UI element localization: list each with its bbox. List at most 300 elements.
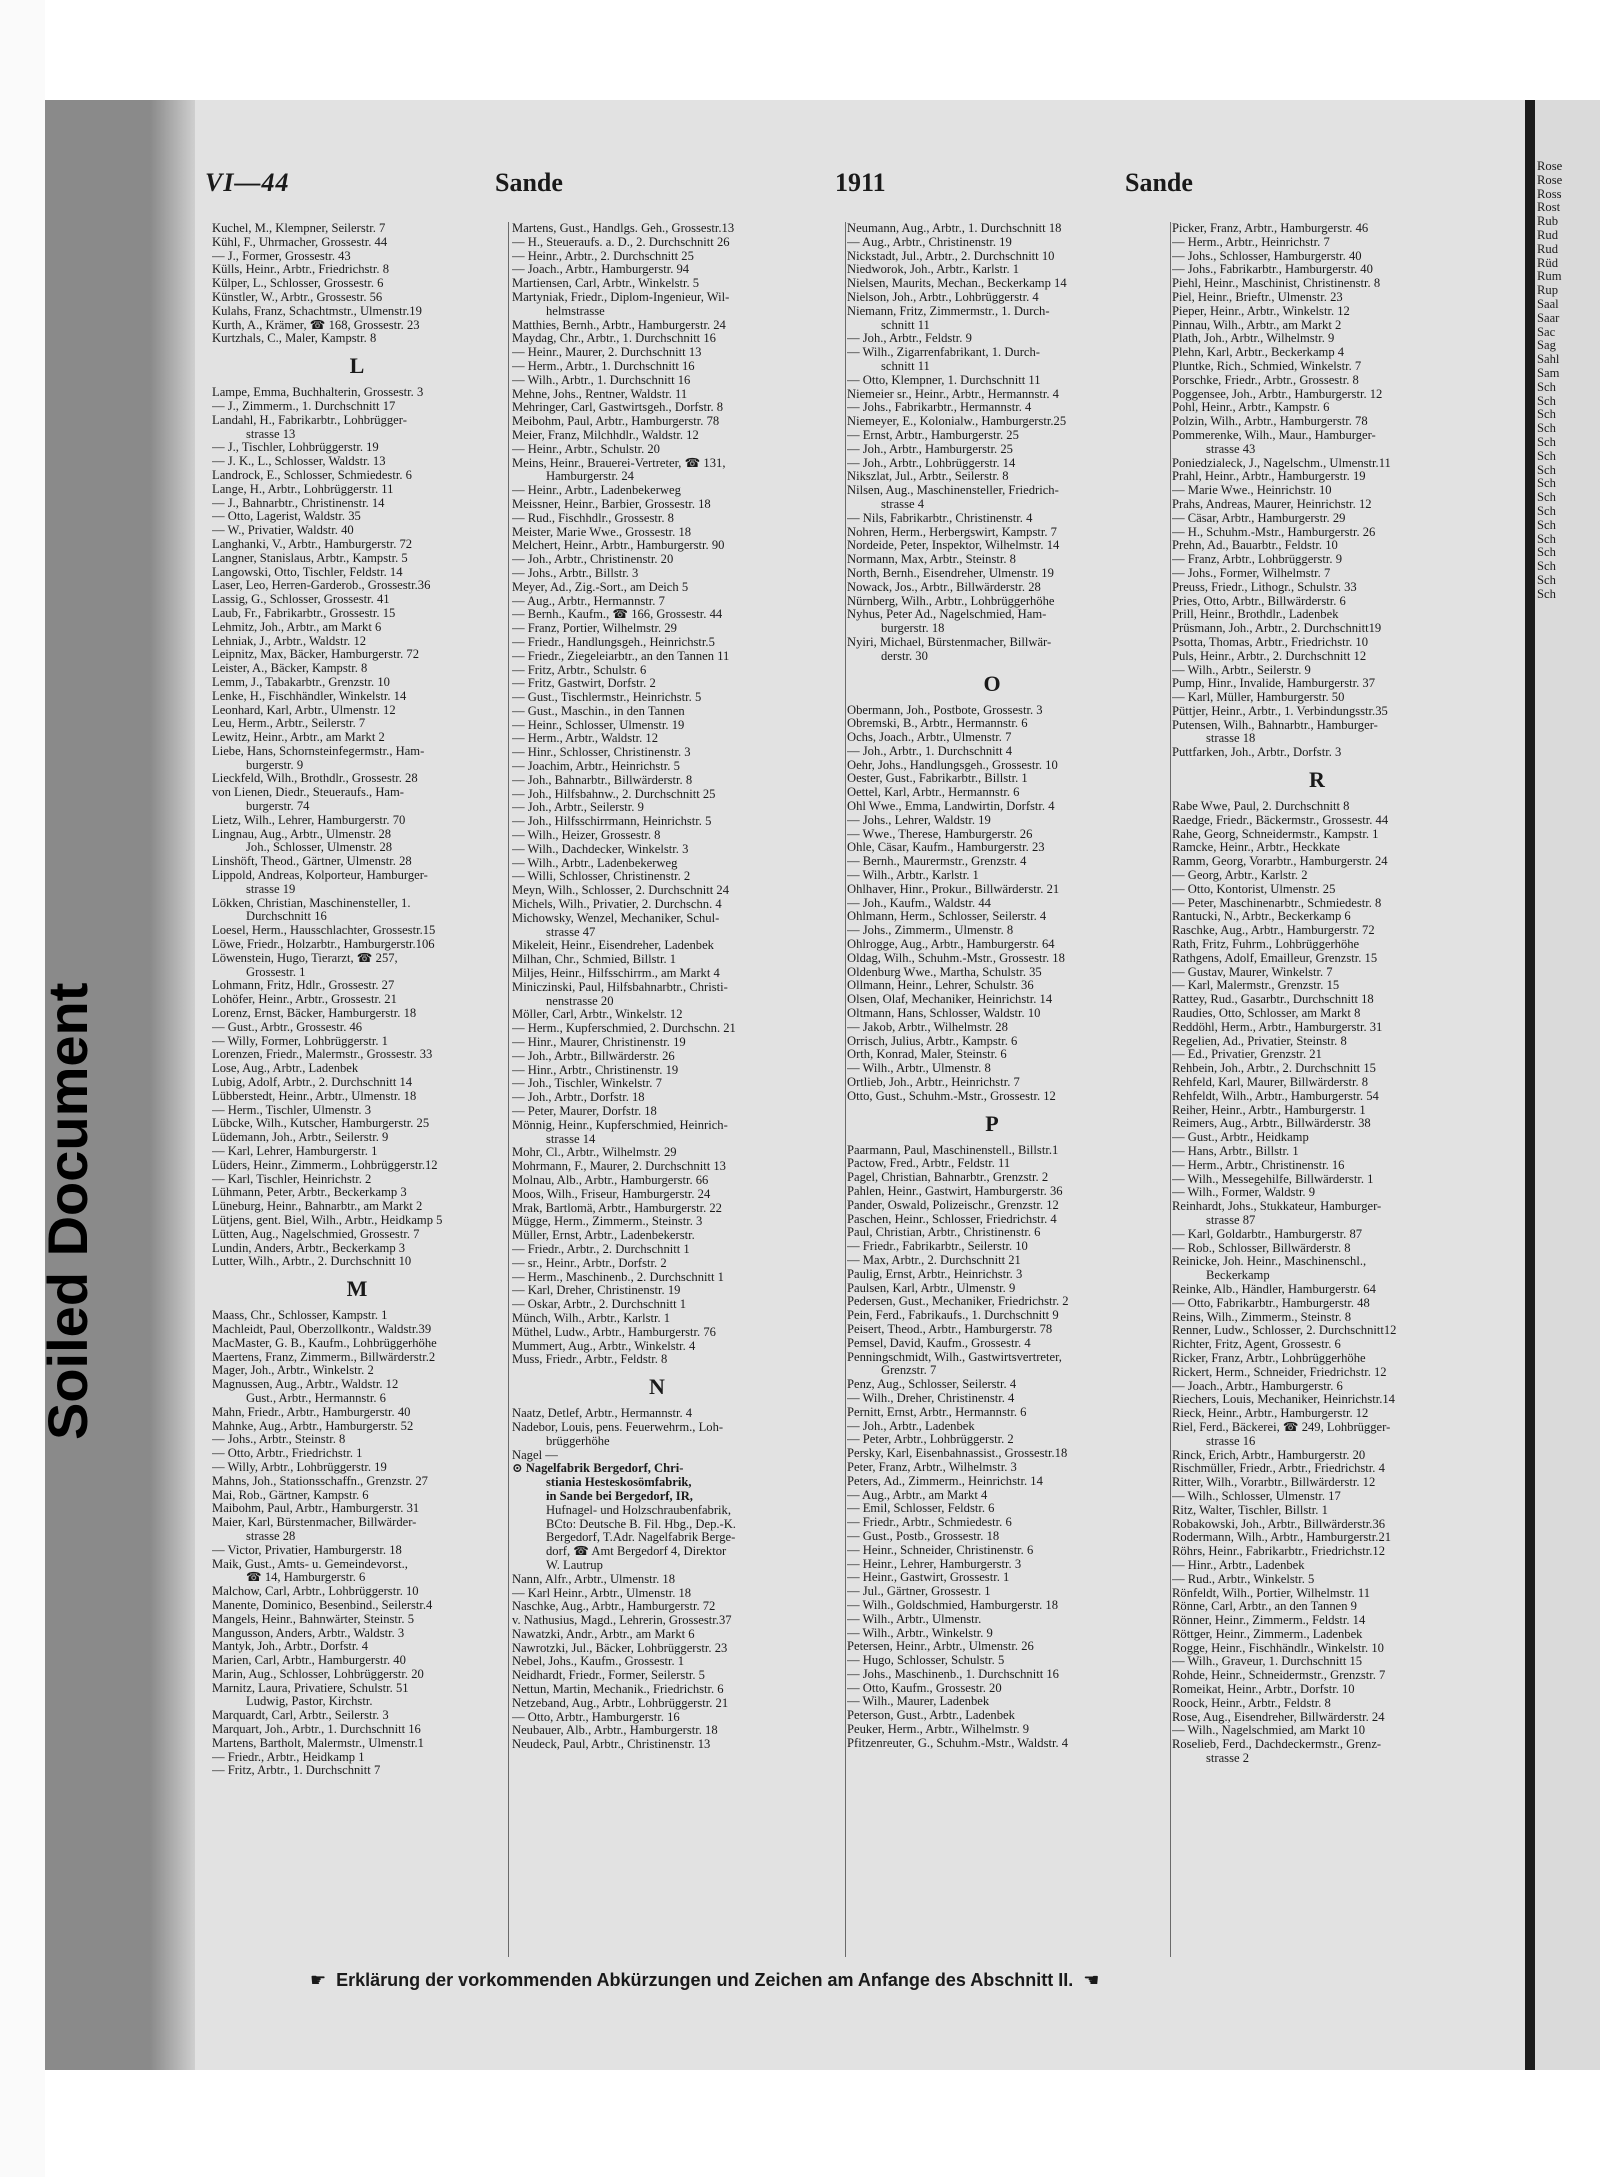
directory-entry: v. Nathusius, Magd., Lehrerin, Grossestr.37 <box>512 1613 732 1628</box>
directory-entry: Martyniak, Friedr., Diplom-Ingenieur, Wil- <box>512 289 730 304</box>
directory-entry: Peters, Ad., Zimmerm., Heinrichstr. 14 <box>847 1473 1043 1488</box>
directory-entry: Künstler, W., Arbtr., Grossestr. 56 <box>212 289 383 304</box>
directory-entry: Ohlmann, Herm., Schlosser, Seilerstr. 4 <box>847 909 1047 924</box>
page-header <box>205 168 1205 208</box>
directory-entry: Lütten, Aug., Nagelschmied, Grossestr. 7 <box>212 1226 420 1241</box>
directory-entry: — Hinr., Schlosser, Christinenstr. 3 <box>512 745 691 760</box>
adjacent-page-text: Saal <box>1537 296 1559 311</box>
directory-entry-continuation: Gust., Arbtr., Hermannstr. 6 <box>246 1390 386 1405</box>
directory-entry: Pommerenke, Wilh., Maur., Hamburger- <box>1172 427 1376 442</box>
directory-entry: Peuker, Herm., Arbtr., Wilhelmstr. 9 <box>847 1722 1030 1737</box>
directory-entry: — Wilh., Maurer, Ladenbek <box>847 1694 990 1709</box>
directory-entry: Kulahs, Franz, Schachtmstr., Ulmenstr.19 <box>212 303 422 318</box>
directory-entry-continuation: burgerstr. 74 <box>246 799 310 814</box>
directory-entry: Maik, Gust., Amts- u. Gemeindevorst., <box>212 1556 408 1571</box>
directory-entry: Oltmann, Hans, Schlosser, Waldstr. 10 <box>847 1006 1041 1021</box>
directory-entry: Michels, Wilh., Privatier, 2. Durchschn. 4 <box>512 897 722 912</box>
directory-entry: Landrock, E., Schlosser, Schmiedestr. 6 <box>212 467 412 482</box>
directory-entry: — J., Bahnarbtr., Christinenstr. 14 <box>212 495 385 510</box>
directory-entry: Rehbein, Joh., Arbtr., 2. Durchschnitt 15 <box>1172 1061 1376 1076</box>
directory-entry: Oldenburg Wwe., Martha, Schulstr. 35 <box>847 964 1042 979</box>
directory-entry: Lippold, Andreas, Kolporteur, Hamburger- <box>212 868 428 883</box>
adjacent-page-text: Sch <box>1537 490 1556 505</box>
directory-entry: Melchert, Heinr., Arbtr., Hamburgerstr. 90 <box>512 538 725 553</box>
directory-entry: Polzin, Wilh., Arbtr., Hamburgerstr. 78 <box>1172 414 1368 429</box>
directory-entry: Lassig, G., Schlosser, Grossestr. 41 <box>212 592 390 607</box>
directory-entry: Rischmüller, Friedr., Arbtr., Friedrichstr. 4 <box>1172 1461 1385 1476</box>
directory-entry: — Bernh., Kaufm., ☎ 166, Grossestr. 44 <box>512 607 723 622</box>
directory-entry: — Gustav, Maurer, Winkelstr. 7 <box>1172 964 1333 979</box>
directory-entry: Ochs, Joach., Arbtr., Ulmenstr. 7 <box>847 730 1012 745</box>
directory-entry: Lohmann, Fritz, Hdlr., Grossestr. 27 <box>212 978 395 993</box>
directory-entry: Orth, Konrad, Maler, Steinstr. 6 <box>847 1047 1007 1062</box>
directory-entry: Plath, Joh., Arbtr., Wilhelmstr. 9 <box>1172 331 1335 346</box>
directory-entry: Mummert, Aug., Arbtr., Winkelstr. 4 <box>512 1338 696 1353</box>
directory-entry: Mehringer, Carl, Gastwirtsgeh., Dorfstr. 8 <box>512 400 724 415</box>
directory-entry: — sr., Heinr., Arbtr., Dorfstr. 2 <box>512 1255 667 1270</box>
section-letter: P <box>985 1110 999 1136</box>
adjacent-page-text: Rud <box>1537 241 1558 256</box>
directory-entry: — Gust., Maschin., in den Tannen <box>512 703 685 718</box>
directory-entry: Lühmann, Peter, Arbtr., Beckerkamp 3 <box>212 1185 407 1200</box>
directory-entry: Landahl, H., Fabrikarbtr., Lohbrügger- <box>212 412 407 427</box>
directory-entry-continuation: BCto: Deutsche B. Fil. Hbg., Dep.-K. <box>546 1516 736 1531</box>
directory-entry: Rieck, Heinr., Arbtr., Hamburgerstr. 12 <box>1172 1406 1369 1421</box>
directory-entry-continuation: strasse 16 <box>1206 1433 1256 1448</box>
adjacent-page-text: Rose <box>1537 159 1563 173</box>
directory-entry: Lehniak, J., Arbtr., Waldstr. 12 <box>212 633 367 648</box>
directory-entry: Lenke, H., Fischhändler, Winkelstr. 14 <box>212 688 407 703</box>
adjacent-page-text: Saar <box>1537 310 1560 325</box>
adjacent-page-text: Sam <box>1537 365 1560 380</box>
directory-entry: — Joh., Kaufm., Waldstr. 44 <box>847 895 991 910</box>
footer-note: Erklärung der vorkommenden Abkürzungen und Zeichen am Anfange des Abschnitt II. <box>336 1970 1074 1990</box>
directory-entry: Neidhardt, Friedr., Former, Seilerstr. 5 <box>512 1668 705 1683</box>
directory-entry: — Heinr., Gastwirt, Grossestr. 1 <box>847 1570 1010 1585</box>
directory-entry: — Gust., Arbtr., Grossestr. 46 <box>212 1019 363 1034</box>
directory-entry: Mügge, Herm., Zimmerm., Steinstr. 3 <box>512 1214 703 1229</box>
directory-entry: — Otto, Arbtr., Friedrichstr. 1 <box>212 1446 363 1461</box>
directory-entry: North, Bernh., Eisendreher, Ulmenstr. 19 <box>847 565 1054 580</box>
directory-entry: Pernitt, Ernst, Arbtr., Hermannstr. 6 <box>847 1404 1027 1419</box>
directory-entry: Rose, Aug., Eisendreher, Billwärderstr. 24 <box>1172 1709 1385 1724</box>
adjacent-page-text: Sch <box>1537 421 1556 436</box>
scan-shadow-gradient <box>150 100 195 2070</box>
directory-entry: Orrisch, Julius, Arbtr., Kampstr. 6 <box>847 1033 1018 1048</box>
directory-entry: Rogge, Heinr., Fischhändlr., Winkelstr. 10 <box>1172 1640 1384 1655</box>
directory-entry: Meyer, Ad., Zig.-Sort., am Deich 5 <box>512 579 689 594</box>
directory-entry: Meins, Heinr., Brauerei-Vertreter, ☎ 131, <box>512 455 726 470</box>
directory-entry: Psotta, Thomas, Arbtr., Friedrichstr. 10 <box>1172 634 1369 649</box>
directory-entry: — Herm., Maschinenb., 2. Durchschnitt 1 <box>512 1269 724 1284</box>
directory-entry: Nohren, Herm., Herbergswirt, Kampstr. 7 <box>847 524 1057 539</box>
directory-entry: Möller, Carl, Arbtr., Winkelstr. 12 <box>512 1007 683 1022</box>
directory-entry: — Wilh., Dreher, Christinenstr. 4 <box>847 1390 1015 1405</box>
directory-entry: Külls, Heinr., Arbtr., Friedrichstr. 8 <box>212 262 389 277</box>
directory-entry-continuation: Beckerkamp <box>1206 1268 1270 1283</box>
directory-entry: Nyiri, Michael, Bürstenmacher, Billwär- <box>847 634 1052 649</box>
directory-entry: — Joach., Arbtr., Hamburgerstr. 94 <box>512 262 690 277</box>
directory-entry: Leipnitz, Max, Bäcker, Hamburgerstr. 72 <box>212 647 420 662</box>
directory-entry: — Fritz, Arbtr., 1. Durchschnitt 7 <box>212 1763 381 1778</box>
directory-entry: — Herm., Arbtr., Waldstr. 12 <box>512 731 659 746</box>
directory-entry: Lüneburg, Heinr., Bahnarbtr., am Markt 2 <box>212 1199 423 1214</box>
directory-column-4 <box>1172 222 1472 1957</box>
directory-entry: — Wilh., Arbtr., 1. Durchschnitt 16 <box>512 372 691 387</box>
directory-entry: — H., Schuhm.-Mstr., Hamburgerstr. 26 <box>1172 524 1376 539</box>
directory-entry: — Wilh., Arbtr., Ladenbekerweg <box>512 855 678 870</box>
directory-entry: — Herm., Arbtr., Heinrichstr. 7 <box>1172 234 1330 249</box>
directory-entry: Porschke, Friedr., Arbtr., Grossestr. 8 <box>1172 372 1359 387</box>
adjacent-page-text: Sch <box>1537 545 1556 560</box>
adjacent-page-text: Sag <box>1537 338 1556 353</box>
directory-entry: Martiensen, Carl, Arbtr., Winkelstr. 5 <box>512 276 700 291</box>
directory-entry: Puls, Heinr., Arbtr., 2. Durchschnitt 12 <box>1172 648 1367 663</box>
directory-entry: Niemeyer, E., Kolonialw., Hamburgerstr.25 <box>847 414 1067 429</box>
directory-entry: — Ernst, Arbtr., Hamburgerstr. 25 <box>847 427 1019 442</box>
directory-entry: Rattey, Rud., Gasarbtr., Durchschnitt 18 <box>1172 992 1374 1007</box>
directory-entry: — Heinr., Arbtr., 2. Durchschnitt 25 <box>512 248 694 263</box>
directory-entry: Mohr, Cl., Arbtr., Wilhelmstr. 29 <box>512 1145 677 1160</box>
directory-entry: Lose, Aug., Arbtr., Ladenbek <box>212 1061 359 1076</box>
directory-entry: — J., Tischler, Lohbrüggerstr. 19 <box>212 440 379 455</box>
directory-entry: — Peter, Maschinenarbtr., Schmiedestr. 8 <box>1172 895 1382 910</box>
directory-entry-continuation: Joh., Schlosser, Ulmenstr. 28 <box>246 840 393 855</box>
adjacent-page-fragment <box>1535 100 1600 2070</box>
directory-entry: Lökken, Christian, Maschinensteller, 1. <box>212 895 411 910</box>
directory-entry: Lubig, Adolf, Arbtr., 2. Durchschnitt 14 <box>212 1075 413 1090</box>
directory-entry: — Wilh., Schlosser, Ulmenstr. 17 <box>1172 1488 1341 1503</box>
directory-entry: — Joach., Arbtr., Hamburgerstr. 6 <box>1172 1378 1343 1393</box>
adjacent-page-text: Sch <box>1537 559 1556 574</box>
directory-entry: — Wilh., Nagelschmied, am Markt 10 <box>1172 1723 1366 1738</box>
directory-entry-continuation: strasse 28 <box>246 1528 296 1543</box>
directory-entry: — J., Former, Grossestr. 43 <box>212 248 351 263</box>
directory-entry: Reinhardt, Johs., Stukkateur, Hamburger- <box>1172 1199 1382 1214</box>
directory-entry-continuation: Grossestr. 1 <box>246 964 306 979</box>
directory-entry: Peterson, Gust., Arbtr., Ladenbek <box>847 1708 1015 1723</box>
directory-entry: — Herm., Tischler, Ulmenstr. 3 <box>212 1102 372 1117</box>
directory-entry: Mahnke, Aug., Arbtr., Hamburgerstr. 52 <box>212 1418 414 1433</box>
adjacent-page-text: Sch <box>1537 462 1556 477</box>
directory-entry: — Franz, Portier, Wilhelmstr. 29 <box>512 621 677 636</box>
directory-entry: — Heinr., Arbtr., Schulstr. 20 <box>512 441 660 456</box>
directory-entry: Müthel, Ludw., Arbtr., Hamburgerstr. 76 <box>512 1324 716 1339</box>
directory-entry: Röhrs, Heinr., Fabrikarbtr., Friedrichstr.12 <box>1172 1544 1386 1559</box>
directory-entry: Peisert, Theod., Arbtr., Hamburgerstr. 78 <box>847 1321 1053 1336</box>
directory-entry: — Wilh., Arbtr., Ulmenstr. 8 <box>847 1061 991 1076</box>
directory-entry: Nürnberg, Wilh., Arbtr., Lohbrüggerhöhe <box>847 593 1055 608</box>
directory-entry: Marquardt, Carl, Arbtr., Seilerstr. 3 <box>212 1708 389 1723</box>
directory-entry: Lütjens, gent. Biel, Wilh., Arbtr., Heidkamp 5 <box>212 1212 443 1227</box>
directory-entry: Pahlen, Heinr., Gastwirt, Hamburgerstr. 36 <box>847 1184 1063 1198</box>
directory-column-3 <box>847 222 1147 1957</box>
directory-entry: — J., Zimmerm., 1. Durchschnitt 17 <box>212 398 396 413</box>
directory-entry: Mager, Joh., Arbtr., Winkelstr. 2 <box>212 1363 374 1378</box>
directory-entry: Kühl, F., Uhrmacher, Grossestr. 44 <box>212 234 388 249</box>
directory-entry: — H., Steueraufs. a. D., 2. Durchschnitt 26 <box>512 234 730 249</box>
directory-entry: von Lienen, Diedr., Steueraufs., Ham- <box>212 785 404 800</box>
adjacent-page-text: Sch <box>1537 379 1556 394</box>
adjacent-page-text: Rüd <box>1537 255 1558 270</box>
directory-entry: — Karl, Dreher, Christinenstr. 19 <box>512 1283 681 1298</box>
directory-entry: — Friedr., Fabrikarbtr., Seilerstr. 10 <box>847 1239 1028 1254</box>
directory-entry: Prehn, Ad., Bauarbtr., Feldstr. 10 <box>1172 538 1338 553</box>
page-footer <box>300 1965 1360 1995</box>
directory-entry: — Heinr., Arbtr., Ladenbekerweg <box>512 483 681 498</box>
page-reference: VI—44 <box>205 168 290 197</box>
directory-entry: Lorenz, Ernst, Bäcker, Hamburgerstr. 18 <box>212 1006 417 1021</box>
directory-entry-continuation: schnitt 11 <box>881 317 930 332</box>
directory-entry: — Franz, Arbtr., Lohbrüggerstr. 9 <box>1172 552 1342 567</box>
adjacent-page-text: Sch <box>1537 531 1556 546</box>
directory-entry: Oester, Gust., Fabrikarbtr., Billstr. 1 <box>847 771 1028 786</box>
directory-entry: — Jul., Gärtner, Grossestr. 1 <box>847 1584 991 1599</box>
directory-entry: — Johs., Arbtr., Billstr. 3 <box>512 565 639 580</box>
directory-entry: Nowack, Jos., Arbtr., Billwärderstr. 28 <box>847 579 1041 594</box>
adjacent-page-text: Sch <box>1537 434 1556 449</box>
directory-entry: Paulig, Ernst, Arbtr., Heinrichstr. 3 <box>847 1266 1023 1281</box>
directory-entry: Nyhus, Peter Ad., Nagelschmied, Ham- <box>847 607 1047 622</box>
directory-entry: Rahe, Georg, Schneidermstr., Kampstr. 1 <box>1172 826 1379 841</box>
directory-entry: Riechers, Louis, Mechaniker, Heinrichstr.14 <box>1172 1392 1395 1407</box>
directory-entry: Poggensee, Joh., Arbtr., Hamburgerstr. 12 <box>1172 386 1383 401</box>
directory-entry: Lüders, Heinr., Zimmerm., Lohbrüggerstr.12 <box>212 1157 438 1172</box>
directory-entry: — Hinr., Arbtr., Ladenbek <box>1172 1557 1305 1572</box>
adjacent-page-text: Ross <box>1537 186 1562 201</box>
directory-entry: — Herm., Kupferschmied, 2. Durchschn. 21 <box>512 1021 736 1036</box>
directory-entry: Oettel, Karl, Arbtr., Hermannstr. 6 <box>847 785 1020 800</box>
directory-entry: — Joh., Arbtr., Feldstr. 9 <box>847 331 972 346</box>
directory-entry-continuation: strasse 4 <box>881 496 925 511</box>
directory-entry: Reimers, Aug., Arbtr., Billwärderstr. 38 <box>1172 1116 1371 1131</box>
directory-entry: Ramcke, Heinr., Arbtr., Heckkate <box>1172 840 1340 855</box>
directory-entry: Rathgens, Adolf, Emailleur, Grenzstr. 15 <box>1172 950 1378 965</box>
directory-entry: — Aug., Arbtr., Christinenstr. 19 <box>847 234 1012 249</box>
directory-entry: Obremski, B., Arbtr., Hermannstr. 6 <box>847 716 1028 731</box>
directory-entry: Olsen, Olaf, Mechaniker, Heinrichstr. 14 <box>847 992 1053 1007</box>
directory-entry: — Wilh., Arbtr., Ulmenstr. <box>847 1611 982 1626</box>
directory-entry: — Oskar, Arbtr., 2. Durchschnitt 1 <box>512 1297 687 1312</box>
directory-entry: Pander, Oswald, Polizeischr., Grenzstr. 12 <box>847 1197 1059 1212</box>
directory-entry: — Johs., Former, Wilhelmstr. 7 <box>1172 565 1331 580</box>
directory-entry-continuation: in Sande bei Bergedorf, IR, <box>546 1488 693 1503</box>
directory-entry: — Wilh., Graveur, 1. Durchschnitt 15 <box>1172 1654 1363 1669</box>
directory-entry: Mahn, Friedr., Arbtr., Hamburgerstr. 40 <box>212 1404 411 1419</box>
directory-entry: — Johs., Fabrikarbtr., Hermannstr. 4 <box>847 400 1032 415</box>
directory-entry: Raedge, Friedr., Bäckermstr., Grossestr. 44 <box>1172 812 1389 827</box>
directory-entry: Paulsen, Karl, Arbtr., Ulmenstr. 9 <box>847 1280 1016 1295</box>
directory-entry: Miljes, Heinr., Hilfsschirrm., am Markt 4 <box>512 966 720 981</box>
directory-entry: — Otto, Arbtr., Hamburgerstr. 16 <box>512 1709 680 1724</box>
section-letter: O <box>983 670 1001 696</box>
directory-entry: — Wilh., Goldschmied, Hamburgerstr. 18 <box>847 1597 1058 1612</box>
directory-entry: Lampe, Emma, Buchhalterin, Grossestr. 3 <box>212 385 424 400</box>
directory-entry: — J. K., L., Schlosser, Waldstr. 13 <box>212 454 386 469</box>
directory-entry: Niedworok, Joh., Arbtr., Karlstr. 1 <box>847 262 1020 277</box>
directory-entry: Rohde, Heinr., Schneidermstr., Grenzstr. 7 <box>1172 1668 1386 1683</box>
directory-entry: — Joh., Arbtr., 1. Durchschnitt 4 <box>847 743 1013 758</box>
directory-entry: — Wilh., Former, Waldstr. 9 <box>1172 1185 1316 1200</box>
directory-entry-continuation: Grenzstr. 7 <box>881 1363 937 1378</box>
directory-entry: Lietz, Wilh., Lehrer, Hamburgerstr. 70 <box>212 812 406 827</box>
section-letter: N <box>649 1374 665 1400</box>
directory-entry: MacMaster, G. B., Kaufm., Lohbrüggerhöhe <box>212 1335 437 1350</box>
directory-entry: Pemsel, David, Kaufm., Grossestr. 4 <box>847 1335 1031 1350</box>
directory-entry: Lohöfer, Heinr., Arbtr., Grossestr. 21 <box>212 992 397 1007</box>
directory-entry: — Karl, Müller, Hamburgerstr. 50 <box>1172 690 1345 705</box>
directory-entry: Netzeband, Aug., Arbtr., Lohbrüggerstr. 21 <box>512 1695 729 1710</box>
directory-entry: — Joachim, Arbtr., Heinrichstr. 5 <box>512 759 680 774</box>
directory-entry: Ritz, Walter, Tischler, Billstr. 1 <box>1172 1502 1328 1517</box>
directory-entry: Linshöft, Theod., Gärtner, Ulmenstr. 28 <box>212 854 412 869</box>
directory-entry: Neudeck, Paul, Arbtr., Christinenstr. 13 <box>512 1737 711 1752</box>
directory-entry-continuation: strasse 2 <box>1206 1751 1250 1766</box>
directory-entry: Nilsen, Aug., Maschinensteller, Friedrich- <box>847 483 1059 498</box>
directory-entry: Lübberstedt, Heinr., Arbtr., Ulmenstr. 18 <box>212 1088 417 1103</box>
directory-entry: — W., Privatier, Waldstr. 40 <box>212 523 354 538</box>
directory-entry: Rehfeldt, Wilh., Arbtr., Hamburgerstr. 54 <box>1172 1088 1379 1103</box>
directory-entry: Miniczinski, Paul, Hilfsbahnarbtr., Christi- <box>512 979 728 994</box>
directory-entry: — Johs., Schlosser, Hamburgerstr. 40 <box>1172 248 1362 263</box>
directory-entry: Meibohm, Paul, Arbtr., Hamburgerstr. 78 <box>512 414 720 429</box>
directory-entry: — Karl, Malermstr., Grenzstr. 15 <box>1172 978 1340 993</box>
directory-entry: Plehn, Karl, Arbtr., Beckerkamp 4 <box>1172 345 1345 360</box>
directory-entry-continuation: burgerstr. 18 <box>881 621 945 636</box>
directory-entry: — Wilh., Heizer, Grossestr. 8 <box>512 828 661 843</box>
town-heading-right: Sande <box>1125 168 1193 197</box>
directory-entry-continuation: strasse 43 <box>1206 441 1256 456</box>
directory-entry: — Wilh., Zigarrenfabrikant, 1. Durch- <box>847 345 1041 360</box>
directory-entry: — Otto, Lagerist, Waldstr. 35 <box>212 509 361 524</box>
directory-entry-continuation: Ludwig, Pastor, Kirchstr. <box>246 1694 373 1709</box>
directory-entry: Nikszlat, Jul., Arbtr., Seilerstr. 8 <box>847 469 1009 484</box>
directory-entry: Langhanki, V., Arbtr., Hamburgerstr. 72 <box>212 536 413 551</box>
directory-entry: — Joh., Arbtr., Hamburgerstr. 25 <box>847 441 1013 456</box>
directory-entry: Langner, Stanislaus, Arbtr., Kampstr. 5 <box>212 550 408 565</box>
directory-entry: Reinke, Alb., Händler, Hamburgerstr. 64 <box>1172 1281 1376 1296</box>
directory-entry: Prahl, Heinr., Arbtr., Hamburgerstr. 19 <box>1172 469 1366 484</box>
directory-entry: Rönner, Heinr., Zimmerm., Feldstr. 14 <box>1172 1613 1366 1628</box>
directory-entry-continuation: schnitt 11 <box>881 358 930 373</box>
directory-entry: Rehfeld, Karl, Maurer, Billwärderstr. 8 <box>1172 1075 1369 1090</box>
directory-entry: — Joh., Hilfsschirrmann, Heinrichstr. 5 <box>512 814 712 829</box>
directory-entry: Reiher, Heinr., Arbtr., Hamburgerstr. 1 <box>1172 1102 1366 1117</box>
directory-entry: — Joh., Hilfsbahnw., 2. Durchschnitt 25 <box>512 786 716 801</box>
directory-entry: Machleidt, Paul, Oberzollkontr., Waldstr.39 <box>212 1321 432 1336</box>
directory-entry: Nadebor, Louis, pens. Feuerwehrm., Loh- <box>512 1419 724 1434</box>
directory-entry: — Bernh., Maurermstr., Grenzstr. 4 <box>847 854 1027 869</box>
directory-entry: Pump, Hinr., Invalide, Hamburgerstr. 37 <box>1172 676 1375 691</box>
directory-entry: Lewitz, Heinr., Arbtr., am Markt 2 <box>212 730 385 745</box>
directory-entry: Ricker, Franz, Arbtr., Lohbrüggerhöhe <box>1172 1350 1366 1365</box>
directory-entry: Putensen, Wilh., Bahnarbtr., Hamburger- <box>1172 717 1378 732</box>
directory-entry: Kuchel, M., Klempner, Seilerstr. 7 <box>212 222 386 235</box>
directory-entry: Ohle, Cäsar, Kaufm., Hamburgerstr. 23 <box>847 840 1045 855</box>
directory-entry: Ohlhaver, Hinr., Prokur., Billwärderstr. 21 <box>847 881 1060 896</box>
directory-entry: Robakowski, Joh., Arbtr., Billwärderstr.36 <box>1172 1516 1386 1531</box>
directory-columns <box>212 222 1492 1957</box>
directory-entry: — Wwe., Therese, Hamburgerstr. 26 <box>847 826 1033 841</box>
directory-entry: — Hans, Arbtr., Billstr. 1 <box>1172 1144 1299 1158</box>
adjacent-page-text: Sch <box>1537 503 1556 518</box>
directory-entry: Pries, Otto, Arbtr., Billwärderstr. 6 <box>1172 593 1346 608</box>
adjacent-page-text: Sch <box>1537 393 1556 408</box>
directory-entry: Petersen, Heinr., Arbtr., Ulmenstr. 26 <box>847 1639 1034 1654</box>
directory-entry: Matthies, Bernh., Arbtr., Hamburgerstr. 24 <box>512 317 726 332</box>
directory-entry: Poniedzialeck, J., Nagelschm., Ulmenstr.11 <box>1172 455 1391 470</box>
directory-entry: Pedersen, Gust., Mechaniker, Friedrichstr. 2 <box>847 1294 1069 1309</box>
directory-entry: Loesel, Herm., Hausschlachter, Grossestr.15 <box>212 923 436 938</box>
directory-entry-continuation: Durchschnitt 16 <box>246 909 327 924</box>
section-letter: L <box>349 353 365 379</box>
directory-entry: Mrak, Bartlomä, Arbtr., Hamburgerstr. 22 <box>512 1200 722 1215</box>
directory-entry: — Willy, Arbtr., Lohbrüggerstr. 19 <box>212 1459 387 1474</box>
directory-entry: Oehr, Johs., Handlungsgeh., Grossestr. 10 <box>847 757 1058 772</box>
directory-entry: Lingnau, Aug., Arbtr., Ulmenstr. 28 <box>212 826 392 841</box>
page-gutter <box>1525 100 1535 2070</box>
directory-entry: Rickert, Herm., Schneider, Friedrichstr. 12 <box>1172 1364 1387 1379</box>
directory-entry: — Joh., Arbtr., Seilerstr. 9 <box>512 800 644 815</box>
directory-entry: Püttjer, Heinr., Arbtr., 1. Verbindungsstr.35 <box>1172 703 1388 718</box>
directory-entry: — Hinr., Maurer, Christinenstr. 19 <box>512 1035 686 1050</box>
directory-entry: Martens, Bartholt, Malermstr., Ulmenstr.1 <box>212 1735 424 1750</box>
directory-entry: Maydag, Chr., Arbtr., 1. Durchschnitt 16 <box>512 331 716 346</box>
directory-entry: Roselieb, Ferd., Dachdeckermstr., Grenz- <box>1172 1737 1382 1752</box>
directory-entry: Marin, Aug., Schlosser, Lohbrüggerstr. 20 <box>212 1666 424 1681</box>
directory-entry: Niemeier sr., Heinr., Arbtr., Hermannstr. 4 <box>847 386 1059 401</box>
directory-entry: Rath, Fritz, Fuhrm., Lohbrüggerhöhe <box>1172 937 1360 952</box>
directory-entry: — Karl, Goldarbtr., Hamburgerstr. 87 <box>1172 1226 1363 1241</box>
directory-entry: Maier, Karl, Bürstenmacher, Billwärder- <box>212 1515 417 1530</box>
directory-entry: Lutter, Wilh., Arbtr., 2. Durchschnitt 10 <box>212 1254 412 1269</box>
directory-entry: Laub, Fr., Fabrikarbtr., Grossestr. 15 <box>212 605 396 620</box>
directory-entry: Martens, Gust., Handlgs. Geh., Grossestr.13 <box>512 222 735 235</box>
directory-entry: Nagel — <box>512 1447 558 1462</box>
directory-entry: — Herm., Arbtr., 1. Durchschnitt 16 <box>512 358 695 373</box>
directory-entry: — Joh., Arbtr., Ladenbek <box>847 1418 975 1433</box>
directory-entry: Roock, Heinr., Arbtr., Feldstr. 8 <box>1172 1695 1331 1710</box>
directory-entry-continuation: strasse 18 <box>1206 731 1256 746</box>
adjacent-page-text: Sch <box>1537 572 1556 587</box>
directory-entry: Prüsmann, Joh., Arbtr., 2. Durchschnitt19 <box>1172 621 1382 636</box>
adjacent-page-text: Sahl <box>1537 352 1560 367</box>
directory-entry: Marnitz, Laura, Privatiere, Schulstr. 51 <box>212 1680 409 1695</box>
directory-entry: Pactow, Fred., Arbtr., Feldstr. 11 <box>847 1156 1011 1171</box>
directory-entry: — Wilh., Messegehilfe, Billwärderstr. 1 <box>1172 1171 1374 1186</box>
directory-entry: Reddöhl, Herm., Arbtr., Hamburgerstr. 31 <box>1172 1019 1383 1034</box>
adjacent-page-text: Sch <box>1537 586 1556 601</box>
directory-entry: Paul, Christian, Arbtr., Christinenstr. 6 <box>847 1225 1041 1240</box>
directory-entry-continuation: Bergedorf, T.Adr. Nagelfabrik Berge- <box>546 1530 736 1545</box>
directory-entry: — Gust., Tischlermstr., Heinrichstr. 5 <box>512 690 702 705</box>
directory-column-2 <box>512 222 812 1957</box>
directory-entry: — Emil, Schlosser, Feldstr. 6 <box>847 1501 995 1516</box>
year-heading: 1911 <box>835 168 886 197</box>
directory-entry: Renner, Ludw., Schlosser, 2. Durchschnitt12 <box>1172 1323 1397 1338</box>
directory-entry: Ohlrogge, Aug., Arbtr., Hamburgerstr. 64 <box>847 937 1055 952</box>
directory-entry: Prahs, Andreas, Maurer, Heinrichstr. 12 <box>1172 496 1372 511</box>
directory-entry: Pein, Ferd., Fabrikaufs., 1. Durchschnitt 9 <box>847 1308 1059 1323</box>
directory-entry: — Rud., Arbtr., Winkelstr. 5 <box>1172 1571 1315 1586</box>
section-letter: M <box>346 1276 368 1302</box>
town-heading-left: Sande <box>495 168 563 197</box>
directory-entry: — Otto, Kontorist, Ulmenstr. 25 <box>1172 881 1336 896</box>
directory-entry: — Heinr., Schlosser, Ulmenstr. 19 <box>512 717 685 732</box>
directory-entry: Nordeide, Peter, Inspektor, Wilhelmstr. 14 <box>847 538 1060 553</box>
directory-entry: — Karl, Lehrer, Hamburgerstr. 1 <box>212 1144 378 1158</box>
directory-entry: Preuss, Friedr., Lithogr., Schulstr. 33 <box>1172 579 1357 594</box>
